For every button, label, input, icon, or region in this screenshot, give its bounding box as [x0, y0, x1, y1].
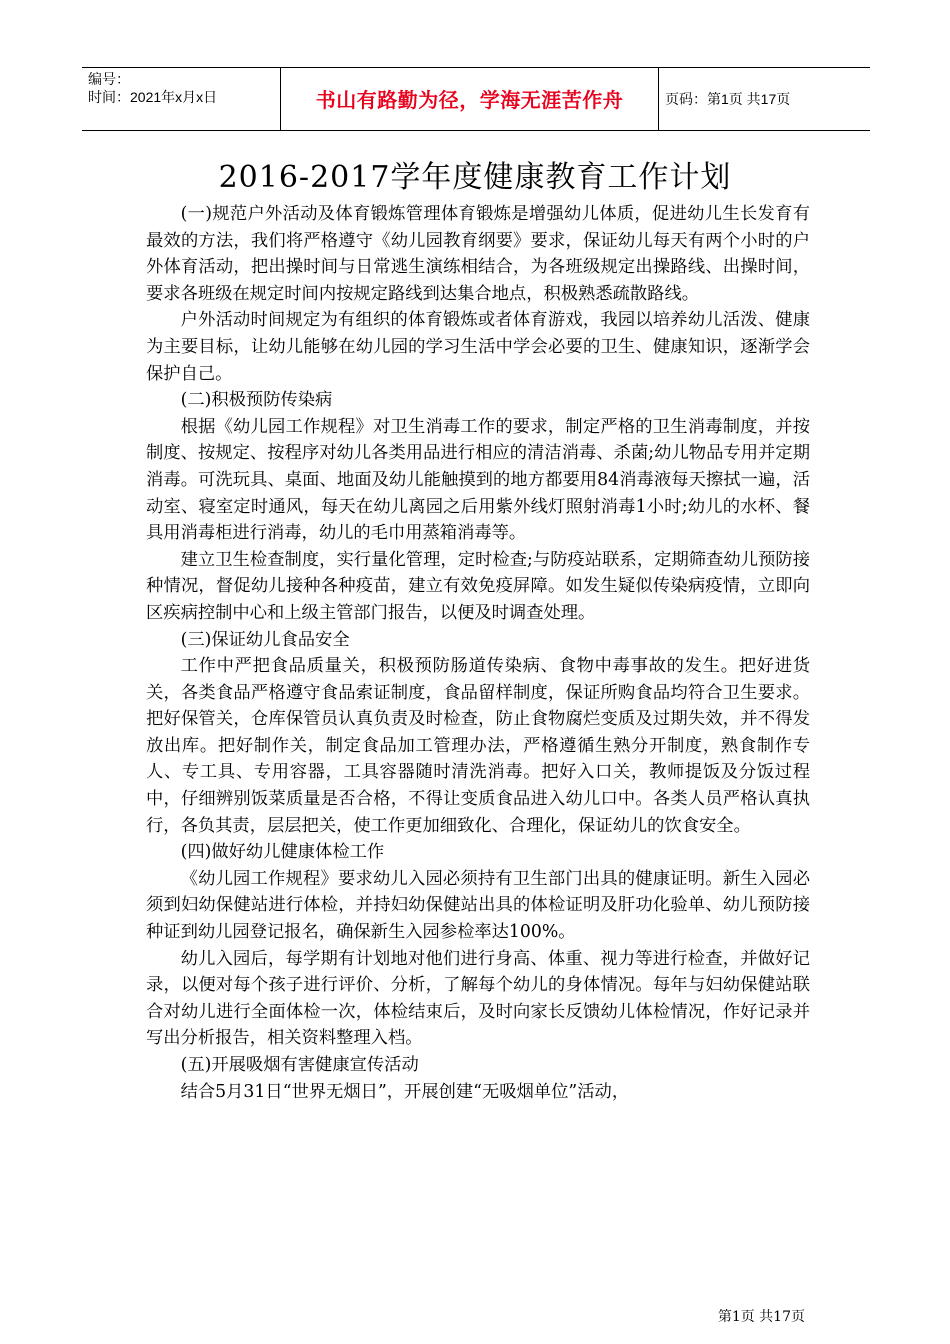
document-code-label: 编号： [88, 71, 130, 87]
header-info-cell [82, 68, 280, 130]
section-heading: (四)做好幼儿健康体检工作 [180, 842, 385, 863]
paragraph: 建立卫生检查制度，实行量化管理，定时检查;与防疫站联系，定期筛查幼儿预防接种情况，督促幼儿接种各种疫苗，建立有效免疫屏障。如发生疑似传染病疫情，立即向区疾病控制中心和上级主管部门报告，以便及时调查处理。 [146, 549, 810, 623]
section-heading: (五)开展吸烟有害健康宣传活动 [180, 1055, 419, 1075]
document-time-label: 时间：2021年x月x日 [88, 89, 218, 105]
paragraph: 根据《幼儿园工作规程》对卫生消毒工作的要求，制定严格的卫生消毒制度，并按制度、按规定、按程序对幼儿各类用品进行相应的清洁消毒、杀菌;幼儿物品专用并定期消毒。可洗玩具、桌面、地面及幼儿能触摸到的地方都要用84消毒液每天擦拭一遍，活动室、寝室定时通风，每天在幼儿离园之后用紫外线灯照射消毒1小时;幼儿的水杯、餐具用消毒柜进行消毒，幼儿的毛巾用蒸箱消毒等。 [146, 416, 810, 544]
header-motto-cell [280, 68, 659, 130]
header-page-cell [657, 68, 870, 130]
paragraph: (一)规范户外活动及体育锻炼管理体育锻炼是增强幼儿体质，促进幼儿生长发育有最效的方法，我们将严格遵守《幼儿园教育纲要》要求，保证幼儿每天有两个小时的户外体育活动，把出操时间与日常逃生演练相结合，为各班级规定出操路线、出操时间，要求各班级在规定时间内按规定路线到达集合地点，积极熟悉疏散路线。 [146, 204, 810, 304]
paragraph: 《幼儿园工作规程》要求幼儿入园必须持有卫生部门出具的健康证明。新生入园必须到妇幼保健站进行体检，并持妇幼保健站出具的体检证明及肝功化验单、幼儿预防接种证到幼儿园登记报名，确保新生入园参检率达100%。 [146, 868, 810, 943]
section-heading: (二)积极预防传染病 [180, 390, 333, 411]
motto-text: 书山有路勤为径，学海无涯苦作舟 [315, 88, 624, 112]
paragraph: 工作中严把食品质量关，积极预防肠道传染病、食物中毒事故的发生。把好进货关，各类食品严格遵守食品索证制度，食品留样制度，保证所购食品均符合卫生要求。把好保管关，仓库保管员认真负责及时检查，防止食物腐烂变质及过期失效，并不得发放出库。把好制作关，制定食品加工管理办法，严格遵循生熟分开制度，熟食制作专人、专工具、专用容器，工具容器随时清洗消毒。把好入口关，教师提饭及分饭过程中，仔细辨别饭菜质量是否合格，不得让变质食品进入幼儿口中。各类人员严格认真执行，各负其责，层层把关，使工作更加细致化、合理化，保证幼儿的饮食安全。 [146, 656, 810, 836]
paragraph: 幼儿入园后，每学期有计划地对他们进行身高、体重、视力等进行检查，并做好记录，以便对每个孩子进行评价、分析，了解每个幼儿的身体情况。每年与妇幼保健站联合对幼儿进行全面体检一次，体检结束后，及时向家长反馈幼儿体检情况，作好记录并写出分析报告，相关资料整理入档。 [146, 948, 810, 1049]
section-heading: (三)保证幼儿食品安全 [180, 629, 350, 650]
paragraph: 户外活动时间规定为有组织的体育锻炼或者体育游戏，我园以培养幼儿活泼、健康为主要目标，让幼儿能够在幼儿园的学习生活中学会必要的卫生、健康知识，逐渐学会保护自己。 [146, 310, 810, 384]
header-table [82, 67, 870, 131]
page-info-label: 页码：第1页 共17页 [665, 91, 791, 107]
page-footer: 第1页 共17页 [717, 1309, 805, 1325]
paragraph: 结合5月31日“世界无烟日”，开展创建“无吸烟单位”活动， [180, 1081, 630, 1102]
document-title: 2016-2017学年度健康教育工作计划 [218, 160, 732, 195]
document-body [146, 201, 810, 1105]
